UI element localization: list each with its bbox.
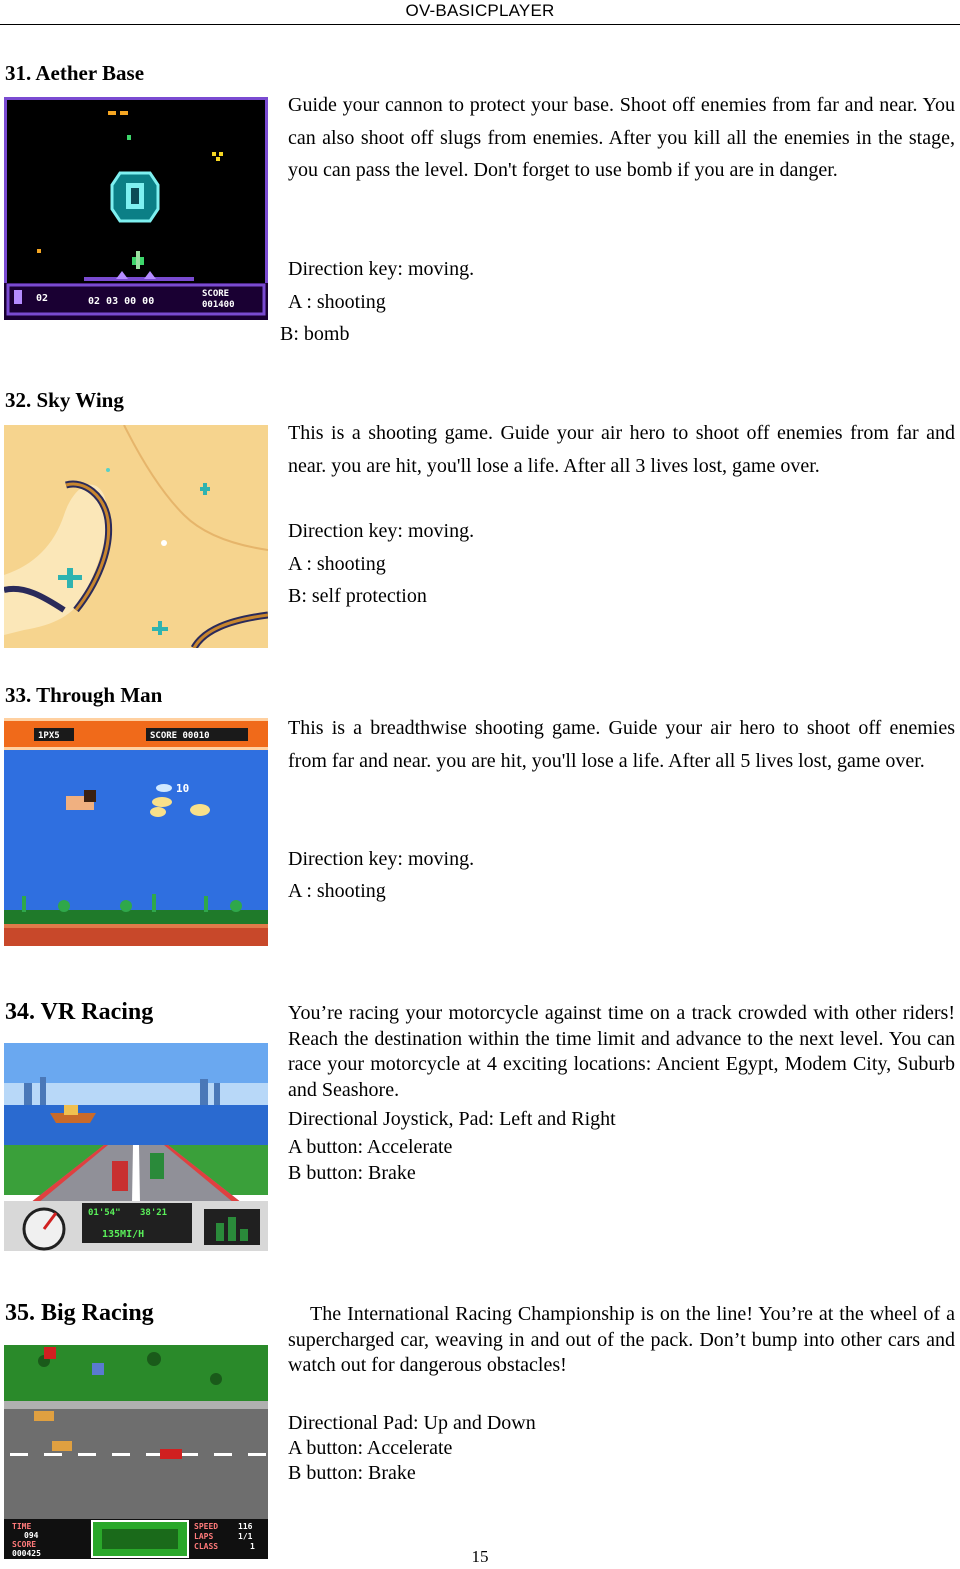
big-laps-value: 1/1	[238, 1532, 253, 1541]
through-man-score-text: SCORE 00010	[150, 731, 210, 741]
page-number: 15	[471, 1547, 489, 1566]
vr-racing-control-3: B button: Brake	[288, 1162, 416, 1184]
vr-racing-screenshot	[4, 1043, 268, 1251]
sky-wing-description: This is a shooting game. Guide your air hero to shoot off enemies from far and near. you are hit, you'll lose a life. After all 3 lives lost, game over.	[288, 422, 955, 477]
sky-wing-control-3: B: self protection	[288, 585, 427, 607]
big-class-label: CLASS	[194, 1542, 219, 1551]
big-score-label: SCORE	[12, 1540, 37, 1549]
section-title-vr-racing: 34. VR Racing	[5, 999, 154, 1025]
big-laps-label: LAPS	[194, 1532, 214, 1541]
vr-speed-text: 135MI/H	[102, 1229, 145, 1240]
big-racing-control-3: B button: Brake	[288, 1462, 416, 1484]
aether-base-control-2: A : shooting	[288, 291, 386, 313]
aether-base-control-3: B: bomb	[280, 323, 350, 345]
through-man-control-1: Direction key: moving.	[288, 848, 475, 870]
aether-base-screenshot	[4, 97, 268, 320]
sky-wing-control-1: Direction key: moving.	[288, 520, 475, 542]
big-racing-control-2: A button: Accelerate	[288, 1437, 453, 1459]
section-title-through-man: 33. Through Man	[5, 683, 163, 707]
big-racing-screenshot	[4, 1345, 268, 1559]
aether-lives-text: 02	[36, 293, 49, 304]
aether-score-value: 001400	[202, 300, 235, 310]
through-man-description: This is a breadthwise shooting game. Guide your air hero to shoot off enemies from far and near. you are hit, you'll lose a life. After all 5 lives lost, game over.	[288, 717, 955, 772]
big-time-label: TIME	[12, 1522, 32, 1531]
big-score-value: 000425	[12, 1549, 41, 1558]
big-speed-value: 116	[238, 1522, 253, 1531]
section-title-big-racing: 35. Big Racing	[5, 1300, 154, 1326]
page-header: OV-BASICPLAYER	[0, 0, 960, 25]
sky-wing-screenshot	[4, 425, 268, 648]
aether-base-description: Guide your cannon to protect your base. Shoot off enemies from far and near. You can also shoot off slugs from enemies. After you kill all the enemies in the stage, you can pass the level. Don't forget to use bomb if you are in danger.	[288, 94, 955, 182]
sky-wing-control-2: A : shooting	[288, 553, 386, 575]
vr-racing-control-1: Directional Joystick, Pad: Left and Right	[288, 1108, 616, 1130]
vr-best-text: 38'21	[140, 1208, 168, 1218]
vr-racing-control-2: A button: Accelerate	[288, 1136, 453, 1158]
aether-stats-text: 02 03 00 00	[88, 296, 155, 307]
big-racing-control-1: Directional Pad: Up and Down	[288, 1412, 536, 1434]
aether-score-label: SCORE	[202, 289, 230, 299]
big-racing-description: The International Racing Championship is on the line! You’re at the wheel of a supercharged car, weaving in and out of the pack. Don’t bump into other cars and watch out for dangerous obstacles!	[288, 1303, 955, 1376]
through-man-screenshot	[4, 718, 268, 946]
big-speed-label: SPEED	[194, 1522, 219, 1531]
through-man-control-2: A : shooting	[288, 880, 386, 902]
aether-base-control-1: Direction key: moving.	[288, 258, 475, 280]
vr-racing-description: You’re racing your motorcycle against time on a track crowded with other riders! Reach the destination within the time limit and advance to the next level. You can race your motorcycle at 4 exciting locations: Ancient Egypt, Modem City, Suburb and Seashore.	[288, 1002, 955, 1101]
through-man-player-text: 1PX5	[38, 731, 60, 741]
section-title-sky-wing: 32. Sky Wing	[5, 388, 124, 412]
through-man-points-text: 10	[176, 782, 190, 795]
section-title-aether-base: 31. Aether Base	[5, 61, 145, 85]
big-time-value: 094	[24, 1531, 39, 1540]
vr-time-text: 01'54"	[88, 1208, 121, 1218]
big-class-value: 1	[250, 1542, 255, 1551]
